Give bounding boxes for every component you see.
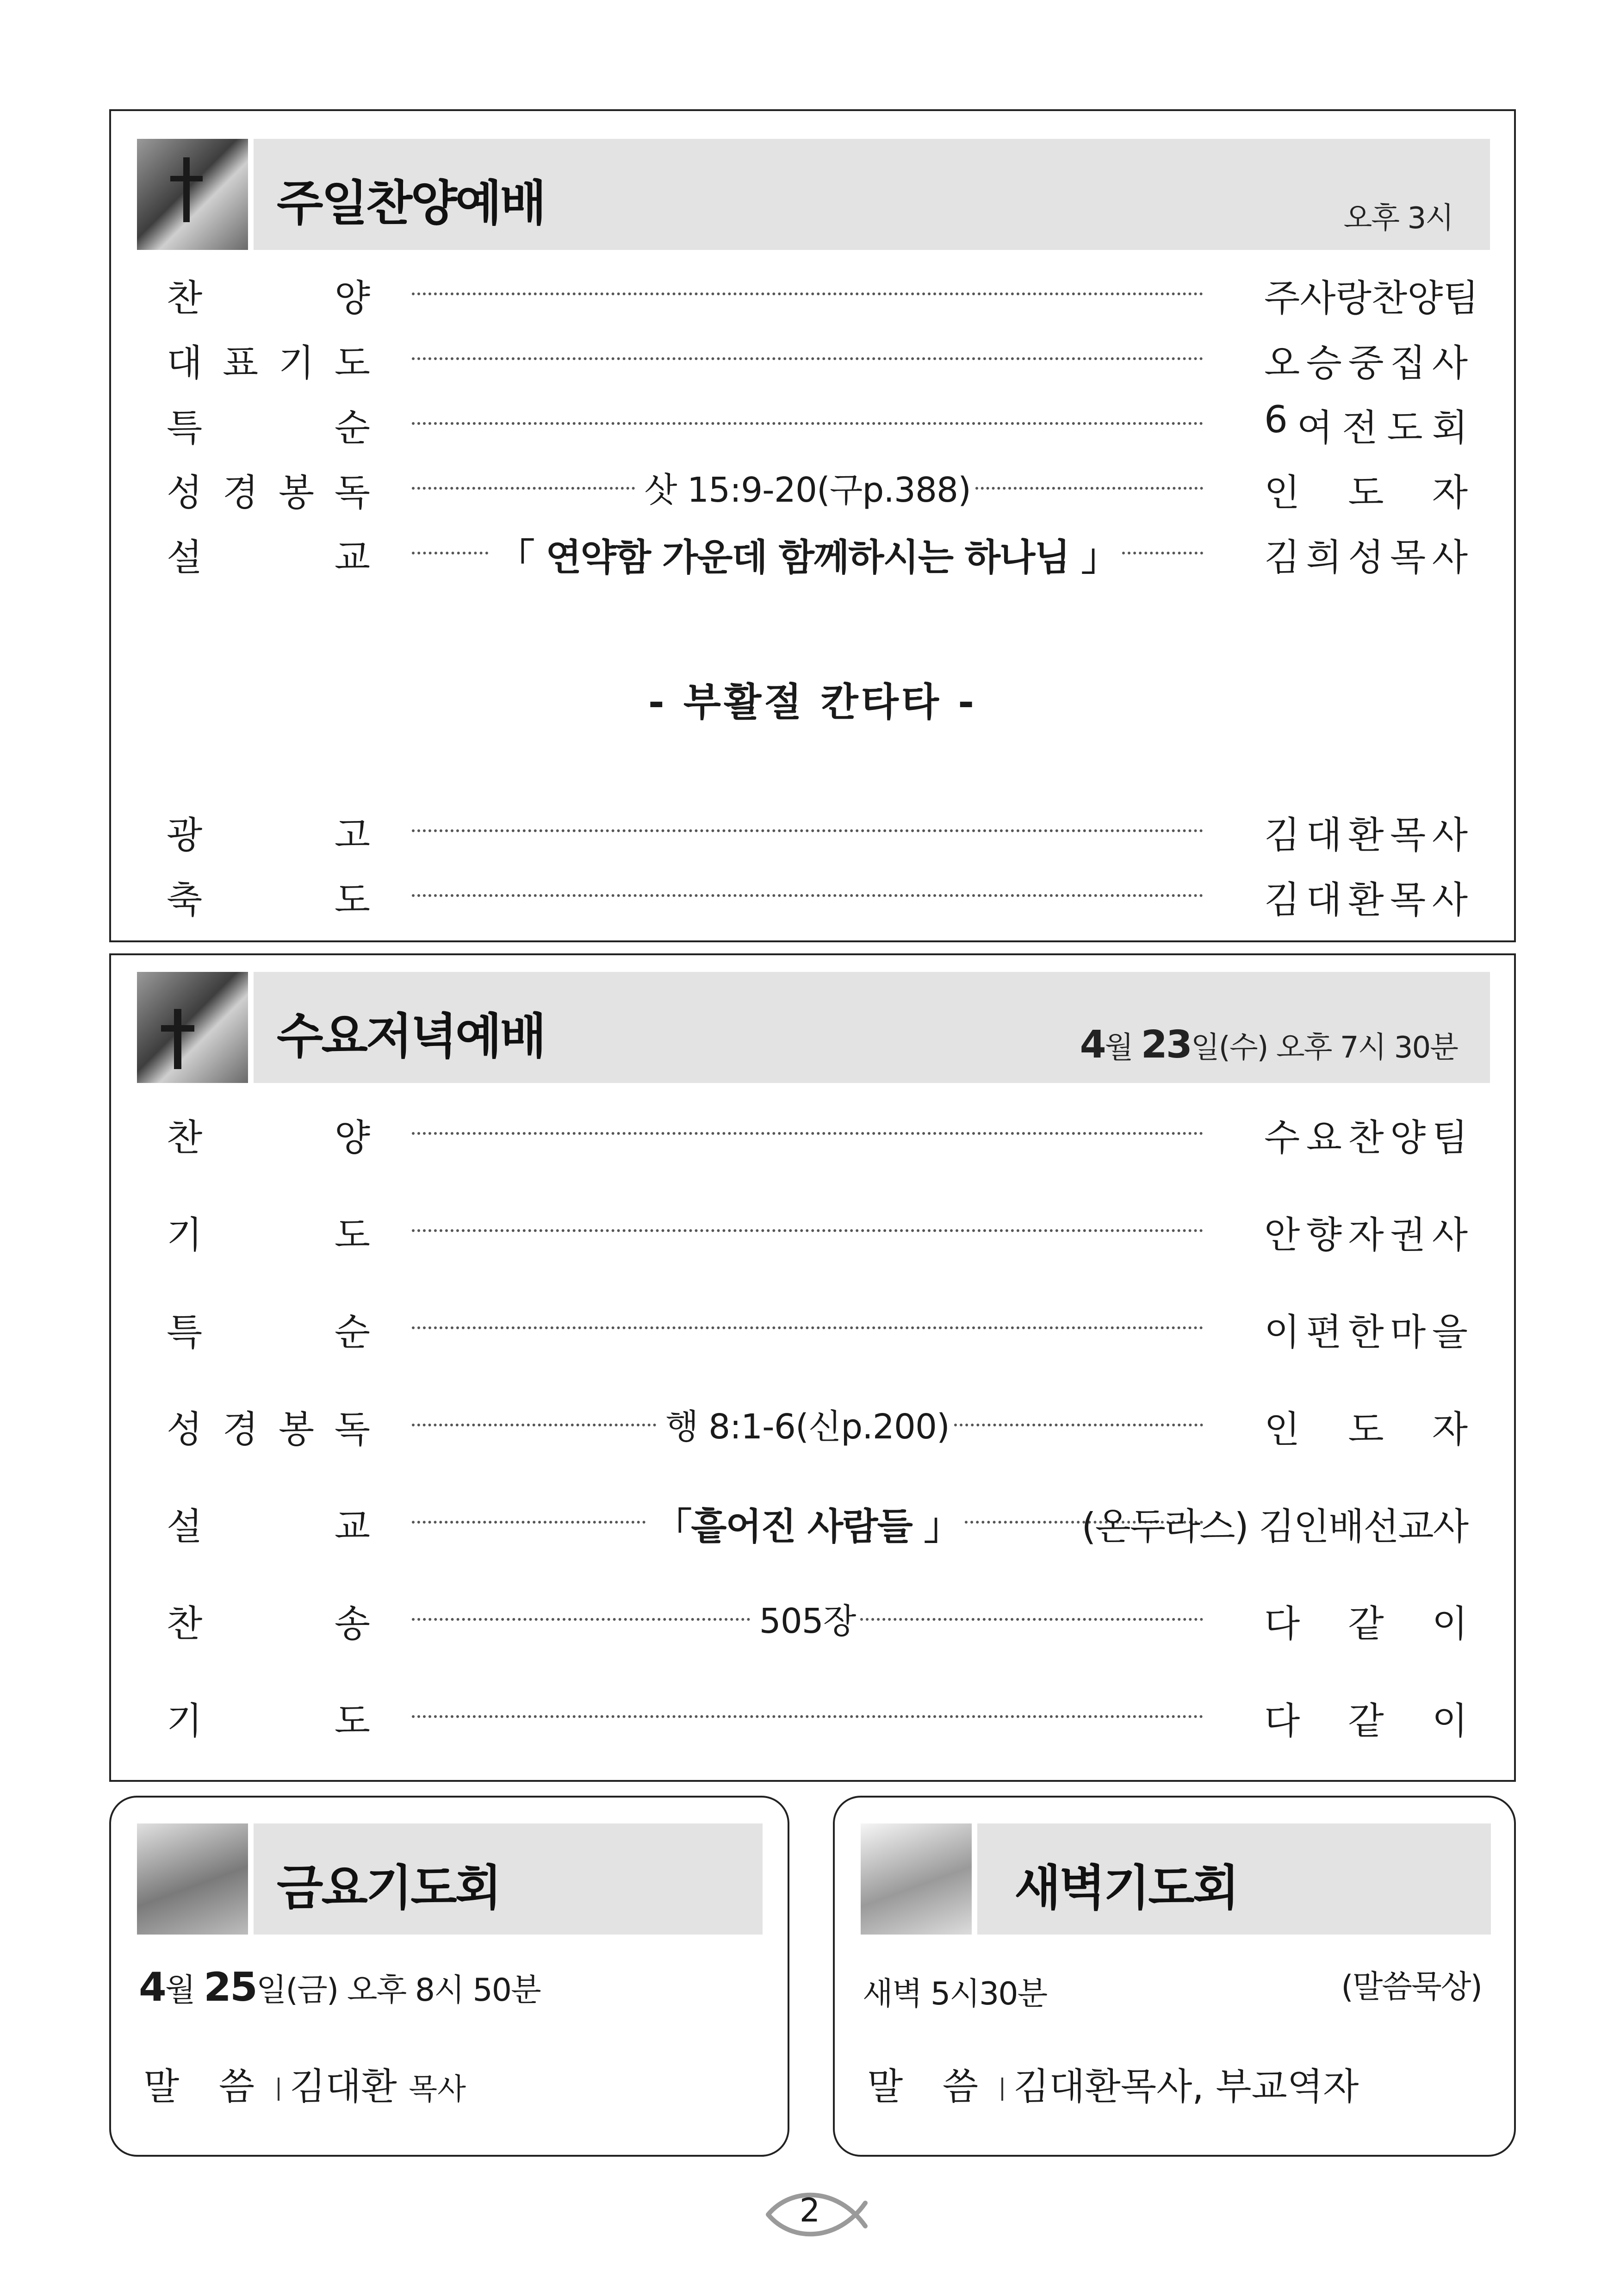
service-time: 4월 25일(금) 오후 8시 50분 [139, 1964, 540, 2010]
preacher-line [867, 2057, 1359, 2110]
service-time: 새벽 5시30분 [863, 1976, 1047, 2012]
dotted-leader [412, 292, 1203, 295]
item-person: 김 대 환 목 사 [1264, 814, 1468, 857]
friday-prayer-box [109, 1796, 789, 2157]
item-label: 설 교 [167, 1505, 370, 1548]
item-detail: 「 연약함 가운데 함께하시는 하나님 」 [497, 536, 1117, 579]
sunday-header [254, 139, 1490, 250]
item-person: 안 향 자 권 사 [1264, 1213, 1468, 1257]
item-label: 특 순 [167, 406, 370, 449]
item-person: 주 사 랑 찬 양 팀 [1264, 277, 1479, 320]
item-person: 오 승 중 집 사 [1264, 342, 1468, 385]
item-label: 특 순 [167, 1311, 370, 1354]
item-label: 기 도 [167, 1213, 370, 1257]
section-title: 주일찬양예배 [277, 175, 545, 231]
item-label: 광 고 [167, 814, 370, 857]
program-row [111, 333, 1514, 384]
item-label: 찬 양 [167, 277, 370, 320]
word-label: 말 씀 [143, 2065, 268, 2108]
preacher-line [143, 2057, 466, 2110]
dotted-leader [412, 1326, 1203, 1329]
dawn-header [977, 1823, 1491, 1935]
wednesday-header [254, 972, 1490, 1083]
praying-hands-image [137, 1823, 248, 1935]
item-person: 김 희 성 목 사 [1264, 536, 1468, 579]
dotted-leader [412, 1618, 750, 1621]
dotted-leader [412, 1521, 646, 1524]
item-detail: 「흩어진 사람들 」 [655, 1505, 960, 1548]
notice-cantata: - 부활절 칸타타 - [648, 679, 977, 725]
sunday-service-box [109, 109, 1516, 942]
section-title: 새벽기도회 [1014, 1860, 1238, 1916]
preacher-name: 김대환목사, 부교역자 [1013, 2065, 1359, 2108]
item-person: 수 요 찬 양 팀 [1264, 1116, 1468, 1159]
item-label: 성 경 봉 독 [167, 471, 370, 514]
item-person: 다 같 이 [1264, 1699, 1468, 1742]
item-person: 다 같 이 [1264, 1602, 1468, 1645]
dotted-leader [412, 1229, 1203, 1232]
dotted-leader [412, 357, 1203, 360]
program-row [111, 1594, 1514, 1645]
item-label: 대 표 기 도 [167, 342, 370, 385]
program-row [111, 463, 1514, 514]
program-row [111, 805, 1514, 856]
item-label: 설 교 [167, 536, 370, 579]
dotted-leader [412, 422, 1203, 425]
dotted-leader [860, 1618, 1203, 1621]
item-label: 기 도 [167, 1699, 370, 1742]
dotted-leader [412, 1132, 1203, 1135]
item-person: 인 도 자 [1264, 471, 1468, 514]
service-time: 4월 23일(수) 오후 7시 30분 [1080, 1023, 1458, 1067]
item-person: 인 도 자 [1264, 1408, 1468, 1451]
item-label: 찬 양 [167, 1116, 370, 1159]
program-row [111, 1108, 1514, 1159]
dotted-leader [412, 487, 635, 490]
page-number: 2 [799, 2191, 820, 2229]
program-row [111, 870, 1514, 921]
cross-necklace-image [137, 972, 248, 1083]
word-label: 말 씀 [867, 2065, 992, 2108]
program-row [111, 1205, 1514, 1256]
dotted-leader [412, 552, 488, 554]
dotted-leader [954, 1424, 1203, 1426]
dotted-leader [1122, 552, 1203, 554]
item-detail: 행 8:1-6(신p.200) [665, 1407, 950, 1447]
program-row [111, 268, 1514, 319]
item-label: 성 경 봉 독 [167, 1408, 370, 1451]
cross-bible-image [137, 139, 248, 250]
wednesday-service-box [109, 953, 1516, 1782]
dotted-leader [975, 487, 1203, 490]
preacher-title: 목사 [409, 2072, 466, 2107]
praying-hands-image [861, 1823, 972, 1935]
section-title: 수요저녁예배 [277, 1008, 545, 1064]
item-detail: 삿 15:9-20(구p.388) [644, 470, 971, 510]
item-person: 김 대 환 목 사 [1264, 878, 1468, 921]
program-row [111, 528, 1514, 579]
dawn-prayer-box [833, 1796, 1516, 2157]
item-person: (온두라스) 김인배선교사 [1081, 1505, 1468, 1548]
dotted-leader [412, 1424, 656, 1426]
program-row [111, 1400, 1514, 1450]
item-label: 찬 송 [167, 1602, 370, 1645]
service-note: (말씀묵상) [1341, 1969, 1482, 2005]
service-time: 오후 3시 [1343, 201, 1453, 236]
item-person: 이 편 한 마 을 [1264, 1311, 1468, 1354]
preacher-name: 김대환 [290, 2065, 397, 2108]
program-row [111, 1691, 1514, 1742]
item-label: 축 도 [167, 878, 370, 921]
dotted-leader [412, 894, 1203, 897]
dotted-leader [412, 1715, 1203, 1718]
friday-header [254, 1823, 763, 1935]
item-detail: 505장 [759, 1601, 856, 1641]
program-row [111, 1497, 1514, 1548]
section-title: 금요기도회 [277, 1860, 500, 1916]
program-row [111, 1302, 1514, 1353]
item-person: 6 여 전 도 회 [1264, 398, 1468, 449]
dotted-leader [412, 829, 1203, 832]
program-row [111, 398, 1514, 449]
